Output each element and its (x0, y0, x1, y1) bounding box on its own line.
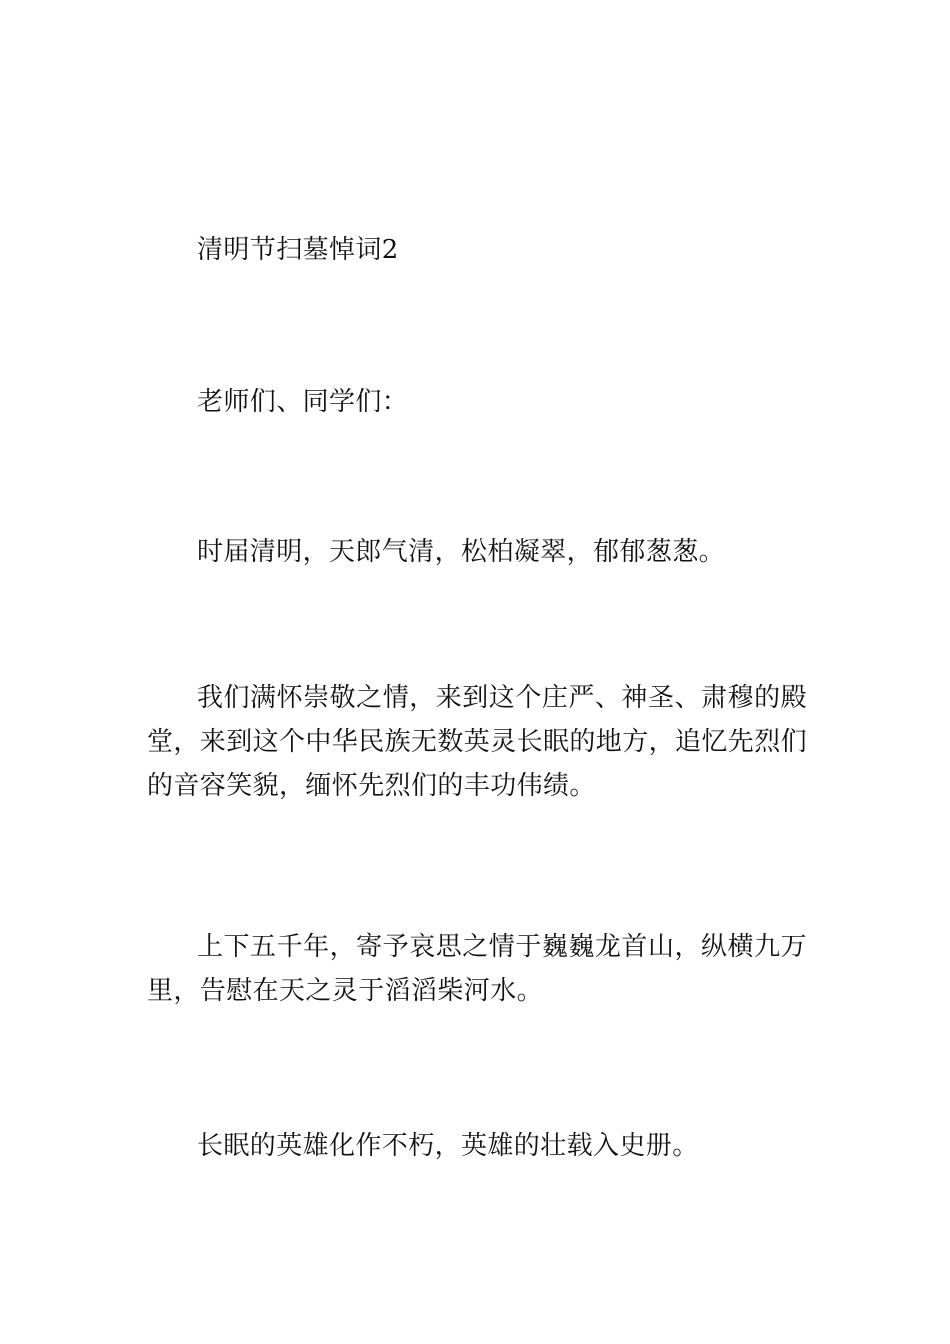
greeting: 老师们、同学们： (197, 387, 409, 417)
document-title: 清明节扫墓悼词2 (197, 235, 399, 265)
paragraph: 我们满怀崇敬之情，来到这个庄严、神圣、肃穆的殿堂，来到这个中华民族无数英灵长眠的地方，追忆先烈们的音容笑貌，缅怀先烈们的丰功伟绩。 (147, 683, 808, 801)
paragraph: 时届清明，天郎气清，松柏凝翠，郁郁葱葱。 (197, 537, 726, 567)
paragraph: 上下五千年，寄予哀思之情于巍巍龙首山，纵横九万里，告慰在天之灵于滔滔柴河水。 (147, 932, 807, 1006)
paragraph: 长眠的英雄化作不朽，英雄的壮载入史册。 (197, 1131, 699, 1161)
